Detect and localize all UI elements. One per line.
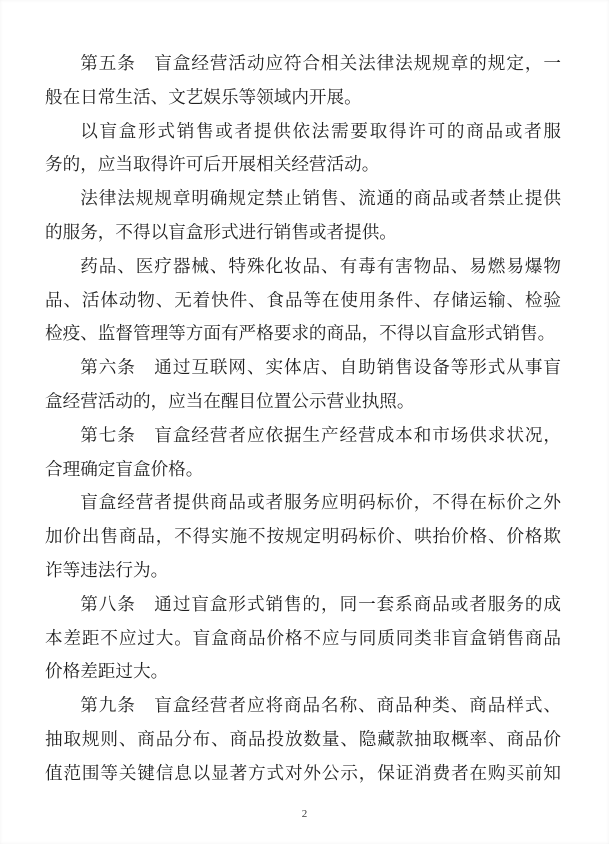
text-line: 般在日常生活、文艺娱乐等领域内开展。 — [45, 86, 362, 107]
text-line: 以盲盒形式销售或者提供依法需要取得许可的商品或者服 — [80, 120, 561, 141]
text-line: 诈等违法行为。 — [45, 559, 169, 580]
text-line: 药品、医疗器械、特殊化妆品、有毒有害物品、易燃易爆物 — [80, 255, 561, 276]
text-line: 合理确定盲盒价格。 — [45, 458, 204, 479]
page-number: 2 — [301, 808, 308, 820]
document-body — [45, 47, 561, 791]
text-line: 第八条 通过盲盒形式销售的，同一套系商品或者服务的成 — [80, 593, 561, 614]
text-line: 第七条 盲盒经营者应依据生产经营成本和市场供求状况， — [80, 424, 561, 445]
text-line: 第九条 盲盒经营者应将商品名称、商品种类、商品样式、 — [80, 695, 561, 716]
text-line: 抽取规则、商品分布、商品投放数量、隐藏款抽取概率、商品价 — [45, 728, 561, 749]
text-line: 的服务，不得以盲盒形式进行销售或者提供。 — [45, 221, 397, 242]
text-line: 法律法规规章明确规定禁止销售、流通的商品或者禁止提供 — [80, 188, 561, 209]
text-line: 加价出售商品，不得实施不按规定明码标价、哄抬价格、价格欺 — [45, 526, 561, 547]
text-line: 品、活体动物、无着快件、食品等在使用条件、存储运输、检验 — [45, 289, 561, 310]
text-line: 第五条 盲盒经营活动应符合相关法律法规规章的规定，一 — [80, 53, 561, 73]
text-line: 第六条 通过互联网、实体店、自助销售设备等形式从事盲 — [80, 357, 561, 378]
text-line: 务的，应当取得许可后开展相关经营活动。 — [45, 154, 380, 175]
text-line: 本差距不应过大。盲盒商品价格不应与同质同类非盲盒销售商品 — [45, 627, 561, 648]
text-line: 盒经营活动的，应当在醒目位置公示营业执照。 — [45, 390, 415, 411]
text-line: 价格差距过大。 — [45, 661, 169, 682]
text-line: 盲盒经营者提供商品或者服务应明码标价，不得在标价之外 — [80, 492, 561, 513]
text-line: 检疫、监督管理等方面有严格要求的商品，不得以盲盒形式销售。 — [45, 323, 556, 344]
text-line: 值范围等关键信息以显著方式对外公示，保证消费者在购买前知 — [45, 762, 561, 783]
